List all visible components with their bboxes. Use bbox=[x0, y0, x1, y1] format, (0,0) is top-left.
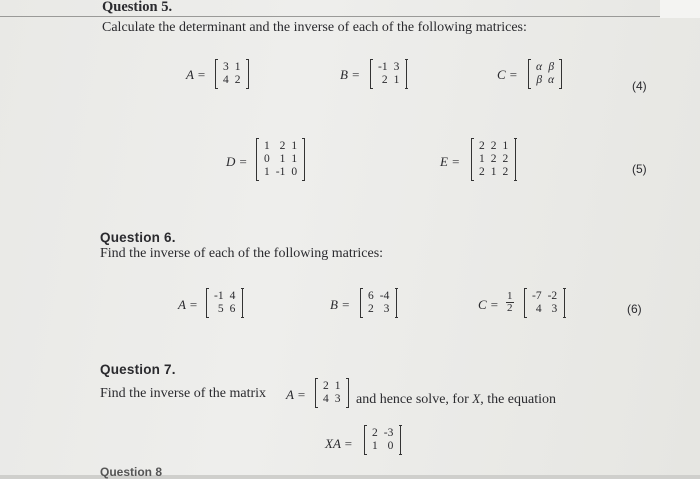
matrix-cell: 4 bbox=[323, 393, 329, 405]
matrix-cell: -2 bbox=[547, 290, 558, 302]
matrix-cell: 1 bbox=[279, 153, 286, 165]
q6-title: Question 6. bbox=[100, 230, 176, 245]
matrix-body bbox=[375, 61, 402, 87]
matrix-cell: 1 bbox=[490, 166, 497, 178]
q7-title: Question 7. bbox=[100, 362, 176, 377]
matrix-row bbox=[369, 440, 396, 453]
matrix-cell: 1 bbox=[291, 153, 298, 165]
q5-B-label: B = bbox=[340, 67, 360, 82]
matrix-cell: -3 bbox=[383, 427, 394, 439]
matrix-cell: 2 bbox=[502, 153, 509, 165]
matrix-cell: 4 bbox=[229, 290, 236, 302]
matrix-cell: 1 bbox=[264, 166, 270, 178]
matrix-cell: 2 bbox=[323, 380, 329, 392]
matrix-body bbox=[220, 61, 244, 87]
matrix-row bbox=[529, 290, 560, 303]
q7-text-before: Find the inverse of the matrix bbox=[100, 386, 267, 401]
matrix-cell: α bbox=[536, 61, 543, 73]
matrix-cell: -7 bbox=[532, 290, 542, 302]
matrix-row bbox=[320, 380, 344, 393]
q5-E-label: E = bbox=[440, 154, 460, 169]
matrix-row bbox=[476, 166, 511, 179]
matrix-cell: 6 bbox=[229, 303, 236, 315]
matrix-row bbox=[529, 303, 560, 316]
q5-instruction: Calculate the determinant and the inverse of each of the following matrices: bbox=[102, 20, 527, 35]
q5-A-label: A = bbox=[186, 67, 206, 82]
matrix-row bbox=[375, 61, 402, 74]
matrix-cell: 1 bbox=[393, 74, 400, 86]
q7-A-label: A = bbox=[286, 387, 306, 402]
matrix-cell: 0 bbox=[291, 166, 298, 178]
matrix-cell: 2 bbox=[372, 427, 378, 439]
matrix-cell: 1 bbox=[372, 440, 378, 452]
matrix-cell: -4 bbox=[379, 290, 390, 302]
q5-C-label: C = bbox=[497, 67, 518, 82]
matrix-cell: 2 bbox=[479, 140, 485, 152]
matrix-row bbox=[365, 303, 392, 316]
matrix-cell: 1 bbox=[502, 140, 509, 152]
matrix-row bbox=[533, 61, 557, 74]
matrix-body bbox=[476, 140, 511, 179]
matrix-cell: 2 bbox=[502, 166, 509, 178]
q6-matrix-C bbox=[524, 289, 565, 317]
matrix-cell: α bbox=[548, 74, 555, 86]
matrix-row bbox=[476, 153, 511, 166]
q6-marks: (6) bbox=[627, 302, 642, 316]
matrix-row bbox=[533, 74, 557, 87]
matrix-cell: 2 bbox=[490, 140, 497, 152]
q5-marks-2: (5) bbox=[632, 162, 647, 176]
matrix-cell: 2 bbox=[479, 166, 485, 178]
q6-matrix-B bbox=[360, 289, 397, 317]
q5-D-label: D = bbox=[226, 154, 248, 169]
matrix-row bbox=[375, 74, 402, 87]
matrix-cell: -1 bbox=[275, 166, 286, 178]
matrix-cell: 6 bbox=[368, 290, 374, 302]
matrix-cell: 0 bbox=[264, 153, 270, 165]
matrix-cell: 1 bbox=[234, 61, 241, 73]
q6-instruction: Find the inverse of each of the following matrices: bbox=[100, 246, 384, 261]
matrix-body bbox=[529, 290, 560, 316]
matrix-row bbox=[211, 290, 238, 303]
q5-matrix-C bbox=[528, 60, 562, 88]
matrix-cell: 2 bbox=[234, 74, 241, 86]
matrix-cell: 2 bbox=[368, 303, 374, 315]
matrix-row bbox=[261, 140, 300, 153]
matrix-cell: β bbox=[536, 74, 543, 86]
q6-matrix-A bbox=[206, 289, 243, 317]
q7-text-after: and hence solve, for bbox=[356, 392, 469, 407]
page-corner-tab bbox=[660, 0, 700, 18]
fraction-numerator: 1 bbox=[507, 290, 513, 302]
matrix-cell: 2 bbox=[279, 140, 286, 152]
matrix-cell: -1 bbox=[378, 61, 388, 73]
matrix-cell: 2 bbox=[381, 74, 388, 86]
matrix-body bbox=[320, 380, 344, 406]
q7-sentence-tail bbox=[356, 391, 556, 408]
matrix-row bbox=[261, 153, 300, 166]
q6-A-label: A = bbox=[178, 297, 198, 312]
q5-matrix-E bbox=[471, 139, 516, 180]
q7-text-end: , the equation bbox=[480, 392, 556, 407]
q5-matrix-B bbox=[370, 60, 407, 88]
q6-C-fraction bbox=[506, 291, 514, 314]
matrix-cell: 1 bbox=[291, 140, 298, 152]
fraction-denominator: 2 bbox=[507, 302, 513, 314]
q5-title: Question 5. bbox=[102, 0, 173, 15]
matrix-cell: 0 bbox=[387, 440, 394, 452]
page-top-divider bbox=[0, 16, 700, 17]
matrix-cell: 2 bbox=[490, 153, 497, 165]
matrix-cell: 4 bbox=[223, 74, 229, 86]
matrix-cell: 3 bbox=[383, 303, 390, 315]
matrix-cell: 4 bbox=[535, 303, 542, 315]
matrix-cell: 3 bbox=[223, 61, 229, 73]
matrix-cell: 3 bbox=[551, 303, 558, 315]
q6-C-label: C = bbox=[478, 297, 499, 312]
q5-matrix-D bbox=[256, 139, 305, 180]
matrix-cell: 3 bbox=[393, 61, 400, 73]
matrix-row bbox=[211, 303, 238, 316]
matrix-cell: 1 bbox=[479, 153, 485, 165]
matrix-body bbox=[211, 290, 238, 316]
matrix-row bbox=[320, 393, 344, 406]
matrix-cell: 1 bbox=[334, 380, 341, 392]
matrix-body bbox=[365, 290, 392, 316]
q8-title: Question 8 bbox=[100, 465, 163, 479]
matrix-cell: 3 bbox=[334, 393, 341, 405]
matrix-body bbox=[261, 140, 300, 179]
q7-variable-X: X bbox=[472, 391, 481, 406]
matrix-row bbox=[261, 166, 300, 179]
matrix-cell: β bbox=[548, 61, 555, 73]
matrix-cell: -1 bbox=[214, 290, 224, 302]
q7-matrix-rhs bbox=[364, 426, 401, 454]
matrix-body bbox=[533, 61, 557, 87]
matrix-row bbox=[365, 290, 392, 303]
q5-matrix-A bbox=[215, 60, 249, 88]
q7-equation-label: XA = bbox=[325, 436, 353, 451]
q5-marks-1: (4) bbox=[632, 79, 647, 93]
matrix-row bbox=[220, 74, 244, 87]
q7-matrix-A bbox=[315, 379, 349, 407]
matrix-row bbox=[220, 61, 244, 74]
matrix-cell: 5 bbox=[217, 303, 224, 315]
matrix-body bbox=[369, 427, 396, 453]
matrix-row bbox=[369, 427, 396, 440]
matrix-row bbox=[476, 140, 511, 153]
matrix-cell: 1 bbox=[264, 140, 270, 152]
q6-B-label: B = bbox=[330, 297, 350, 312]
